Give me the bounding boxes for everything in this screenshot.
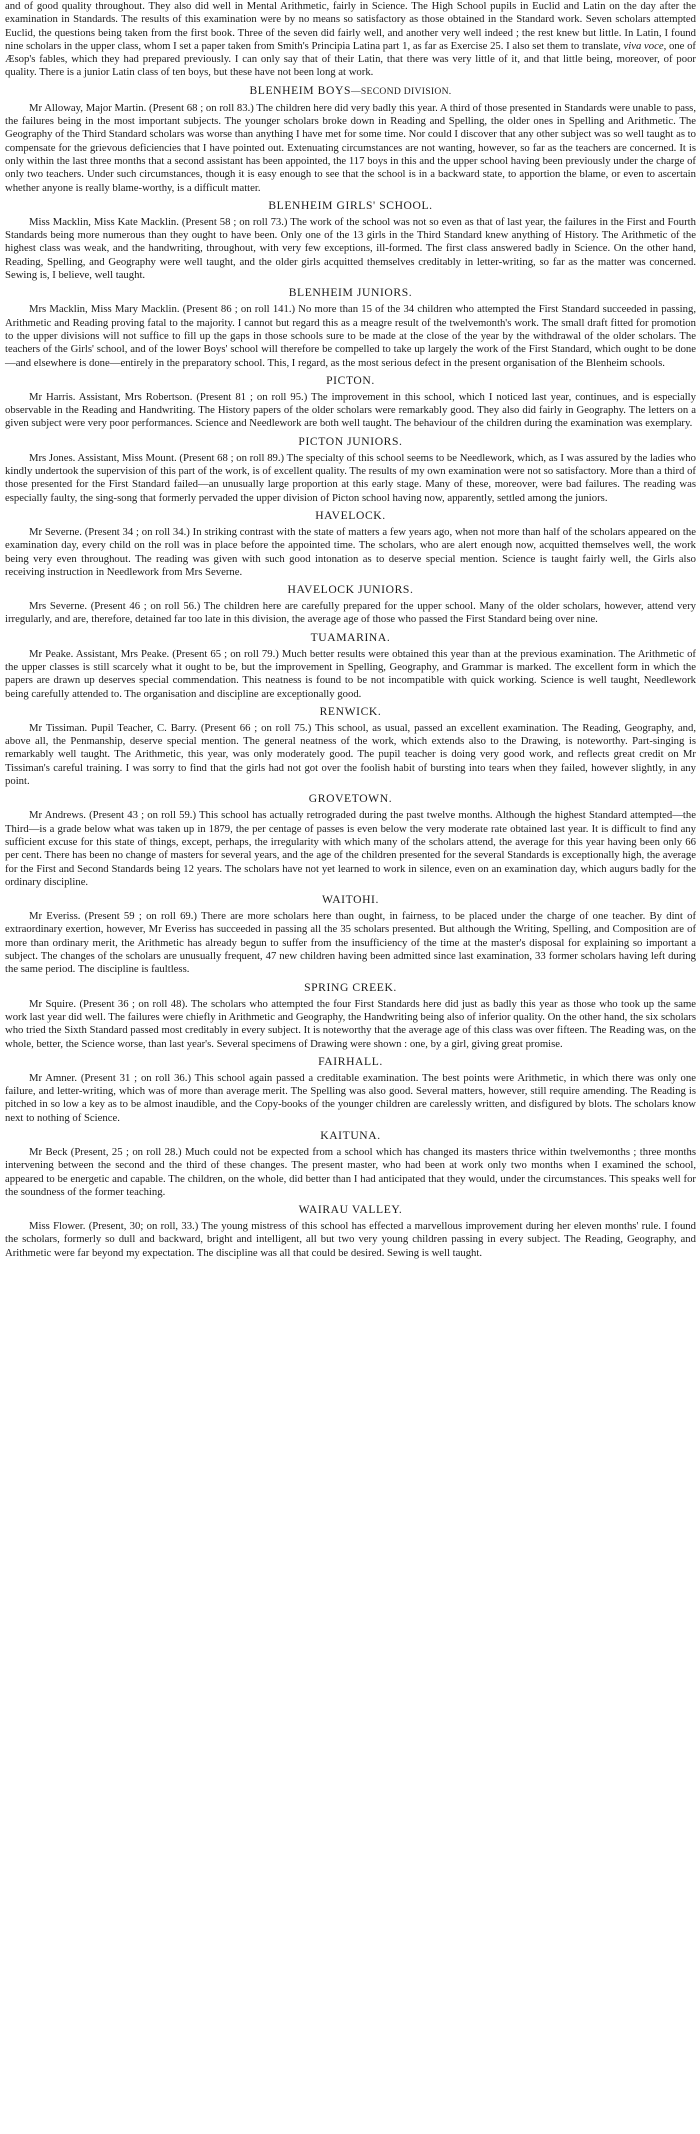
section-tuamarina [5,631,696,701]
section-heading: WAITOHI. [321,893,380,907]
section-havelock [5,509,696,579]
section-paragraph: Mr Squire. (Present 36 ; on roll 48). The scholars who attempted the four First Standards here did just as badly this year as those who took up the same work last year did well. The failures were chiefly in Arithmetic and Geography, the Handwriting being also of inferior quality. On the other hand, the six scholars who tried the Sixth Standard passed most creditably in every subject. It is noteworthy that the average age of this class was over fifteen. The Reading was, on the whole, better, the Science worse, than last year's. Several specimens of Drawing were shown : one, by a girl, giving great promise. [5,997,696,1050]
section-spring-creek [5,981,696,1051]
section-blenheim-girls [5,199,696,282]
section-heading: PICTON JUNIORS. [298,434,403,448]
section-paragraph: Mr Severne. (Present 34 ; on roll 34.) In striking contrast with the state of matters a few years ago, when not more than half of the scholars appeared on the examination day, every child on the roll was in place before the appointed time. The scholars, who are alert enough now, acquitted themselves well, the work being very even throughout. The reading was given with such good intonation as to deserve special mention. Science is taught fairly well, the Girls also receiving instruction in Needlework from Mrs Severne. [5,525,696,578]
section-paragraph: Miss Flower. (Present, 30; on roll, 33.) The young mistress of this school has effected a marvellous improvement during her eleven months' rule. I found the scholars, formerly so dull and backward, bright and intelligent, all but two very young children passing in every subject. The Reading, Geography, and Arithmetic were far beyond my expectation. The discipline was all that could be desired. Sewing is well taught. [5,1220,696,1259]
section-kaituna [5,1129,696,1199]
section-blenheim-boys [5,84,696,195]
section-heading: HAVELOCK. [315,508,386,522]
intro-paragraph: and of good quality throughout. They also did well in Mental Arithmetic, fairly in Science. The High School pupils in Euclid and Latin on the day after the examination in Standards. The results of this examination were by no means so satisfactory as those obtained in the Standard work. Seven scholars attempted Euclid, the questions being taken from the first book. Three of the seven did fairly well, and another very well indeed ; the rest knew but little. In Latin, I found nine scholars in the upper class, whom I set a paper taken from Smith's Principia Latina part 1, as far as Exercise 25. I also set them to translate, viva voce, one of Æsop's fables, which they had prepared previously. I can only say that of their Latin, that there was very little of it, and that little being, moreover, of poor quality. There is a junior Latin class of ten boys, but these have not been long at work. [5,0,696,79]
section-renwick [5,705,696,788]
section-heading: HAVELOCK JUNIORS. [287,583,414,597]
section-paragraph: Mr Harris. Assistant, Mrs Robertson. (Present 81 ; on roll 95.) The improvement in this school, which I noticed last year, continues, and is especially observable in the Reading and Handwriting. The History papers of the older scholars were remarkably good. They also did fairly in Geography. The letters on a given subject were very poor performances. Science and Needlework are both well taught. The behaviour of the children during the examination was exemplary. [5,390,696,430]
section-grovetown [5,792,696,889]
section-heading: WAIRAU VALLEY. [298,1203,403,1217]
section-paragraph: Mr Alloway, Major Martin. (Present 68 ; on roll 83.) The children here did very badly this year. A third of those presented in Standards were unable to pass, the failures being in the most important subjects. The younger scholars broke down in Reading and Spelling, the older ones in Spelling and Arithmetic. The Geography of the Third Standard scholars was worse than anything I have met for some time. Nor could I discover that any other subject was so well taught as to compensate for the grievous deficiencies that I have pointed out. Extenuating circumstances are not wanting, however, so far as the teachers are concerned. It is only within the last three months that a second assistant has been appointed, the 117 boys in this and the upper school having been previously under the charge of only two teachers. Under such circumstances, though it is easy enough to see that the school is in a backward state, to apportion the blame, or even to ascertain whether anyone is really blame-worthy, is a difficult matter. [5,101,696,194]
section-heading: PICTON. [326,373,375,387]
section-heading: BLENHEIM JUNIORS. [288,286,413,300]
section-heading: RENWICK. [319,704,382,718]
section-heading: KAITUNA. [320,1129,381,1142]
section-heading: BLENHEIM GIRLS' SCHOOL. [268,198,433,212]
section-paragraph: Mr Andrews. (Present 43 ; on roll 59.) This school has actually retrograded during the past twelve months. Although the highest Standard attempted—the Third—is a grade below what was taken up in 1879, the per centage of passes is even below the very moderate rate obtained last year. It is difficult to find any sufficient excuse for this state of things, except, perhaps, the irregularity with which many of the scholars attend, the average for this year having been only 66 per cent. There has been no change of masters for several years, and the age of the children presented for the several Standards is exceptionally high, the average for the First and Second Standards being 12 years. The scholars have not yet learned to work in silence, even on an examination day, which augurs badly for the ordinary discipline. [5,809,696,888]
section-havelock-juniors [5,583,696,627]
section-paragraph: Mrs Jones. Assistant, Miss Mount. (Present 68 ; on roll 89.) The specialty of this school seems to be Needlework, which, as I was assured by the ladies who kindly undertook the supervision of this part of the work, is of excellent quality. The results of my own examination were not so satisfactory. More than a third of those presented for the First Standard failed—an unusually large proportion at this early stage. Many of these, moreover, were bad failures. The reading was especially faulty, the sing-song that formerly pervaded the upper division of Picton school having now, apparently, settled among the juniors. [5,451,696,504]
section-paragraph: Mr Tissiman. Pupil Teacher, C. Barry. (Present 66 ; on roll 75.) This school, as usual, passed an excellent examination. The Reading, Geography, and, above all, the Penmanship, deserve special mention. The general neatness of the work, which extends also to the Drawing, is noteworthy. Part-singing is remarkably well taught. The Arithmetic, this year, was only moderately good. The pupil teacher is doing very good work, and reflects great credit on Mr Tissiman's careful training. I was sorry to find that the girls had not got over the foolish habit of bursting into tears when they failed, however slightly, in any point. [5,721,696,788]
section-picton-juniors [5,435,696,505]
section-heading: TUAMARINA. [310,630,391,644]
section-paragraph: Mrs Macklin, Miss Mary Macklin. (Present 86 ; on roll 141.) No more than 15 of the 34 children who attempted the First Standard succeeded in passing, Arithmetic and Reading proving fatal to the majority. I cannot but regard this as a meagre result of the twelvemonth's work. The small draft fitted for promotion to the upper divisions will not suffice to fill up the gaps in those schools sure to be made at the close of the year by the withdrawal of the older scholars. The teachers of the Girls' school, and of the lower Boys' school will therefore be compelled to take up largely the work of the First Standard, which ought to be done—and elsewhere is done—entirely in the preparatory school. This, I regard, as the most serious defect in the present organisation of the Blenheim schools. [5,303,696,369]
section-paragraph: Mrs Severne. (Present 46 ; on roll 56.) The children here are carefully prepared for the upper school. Many of the older scholars, however, attend very irregularly, and are, therefore, detained far too late in this division, the average age of those who passed the First Standard being over nine. [5,600,696,626]
section-wairau-valley [5,1203,696,1260]
section-waitohi [5,893,696,976]
section-paragraph: Mr Beck (Present, 25 ; on roll 28.) Much could not be expected from a school which has changed its masters thrice within twelvemonths ; three months intervening between the second and the third of these changes. The present master, who had been at work only two months when I examined the school, appeared to be energetic and capable. The children, on the whole, did better than I had anticipated that they would, under the circumstances. This speaks well for the soundness of the former teaching. [5,1146,696,1198]
section-paragraph: Mr Peake. Assistant, Mrs Peake. (Present 65 ; on roll 79.) Much better results were obtained this year than at the previous examination. The Arithmetic of the upper classes is still scarcely what it ought to be, but the improvement in Spelling, Geography, and Grammar is marked. The excellent form in which the papers are drawn up deserves special commendation. This neatness is found to be not incompatible with quick working. Science is well taught, Needlework being carefully attended to. The organisation and discipline are exceptionally good. [5,647,696,700]
section-heading: SPRING CREEK. [304,980,397,994]
section-heading: FAIRHALL. [318,1054,383,1068]
section-paragraph: Mr Everiss. (Present 59 ; on roll 69.) There are more scholars here than ought, in fairness, to be placed under the charge of one teacher. By dint of extraordinary exertion, however, Mr Everiss has succeeded in passing all the 35 scholars presented. But although the Writing, Spelling, and Composition are of more than ordinary merit, the Arithmetic has already begun to suffer from the insufficiency of the time at the master's disposal for explaining so important a subject. The changes of the scholars are unusually frequent, 47 new children having been admitted since last examination, 33 former scholars having left during the same period. The discipline is faultless. [5,910,696,976]
section-paragraph: Mr Amner. (Present 31 ; on roll 36.) This school again passed a creditable examination. The best points were Arithmetic, in which there was only one failure, and letter-writing, which was of more than average merit. The Spelling was also good. Several matters, however, still require amending. The Reading is pitched in so low a key as to be almost inaudible, and the Copy-books of the younger children are carelessly written, and disfigured by blots. The scholars know next to nothing of Science. [5,1071,696,1124]
section-blenheim-juniors [5,286,696,369]
section-picton [5,374,696,431]
section-fairhall [5,1055,696,1125]
section-heading: BLENHEIM BOYS—SECOND DIVISION. [249,83,452,97]
section-paragraph: Miss Macklin, Miss Kate Macklin. (Present 58 ; on roll 73.) The work of the school was not so even as that of last year, the failures in the First and Fourth Standards being more numerous than they ought to have been. Only one of the 13 girls in the Third Standard knew anything of History. The Arithmetic of the highest class was weak, and the handwriting, throughout, with very few exceptions, ill-formed. The first class answered badly in Science. On the other hand, Reading, Spelling, and Geography were well taught, and the older girls acquitted themselves creditably in letter-writing, so far as the matter was concerned. Sewing is, I believe, well taught. [5,215,696,282]
section-heading: GROVETOWN. [308,792,393,806]
